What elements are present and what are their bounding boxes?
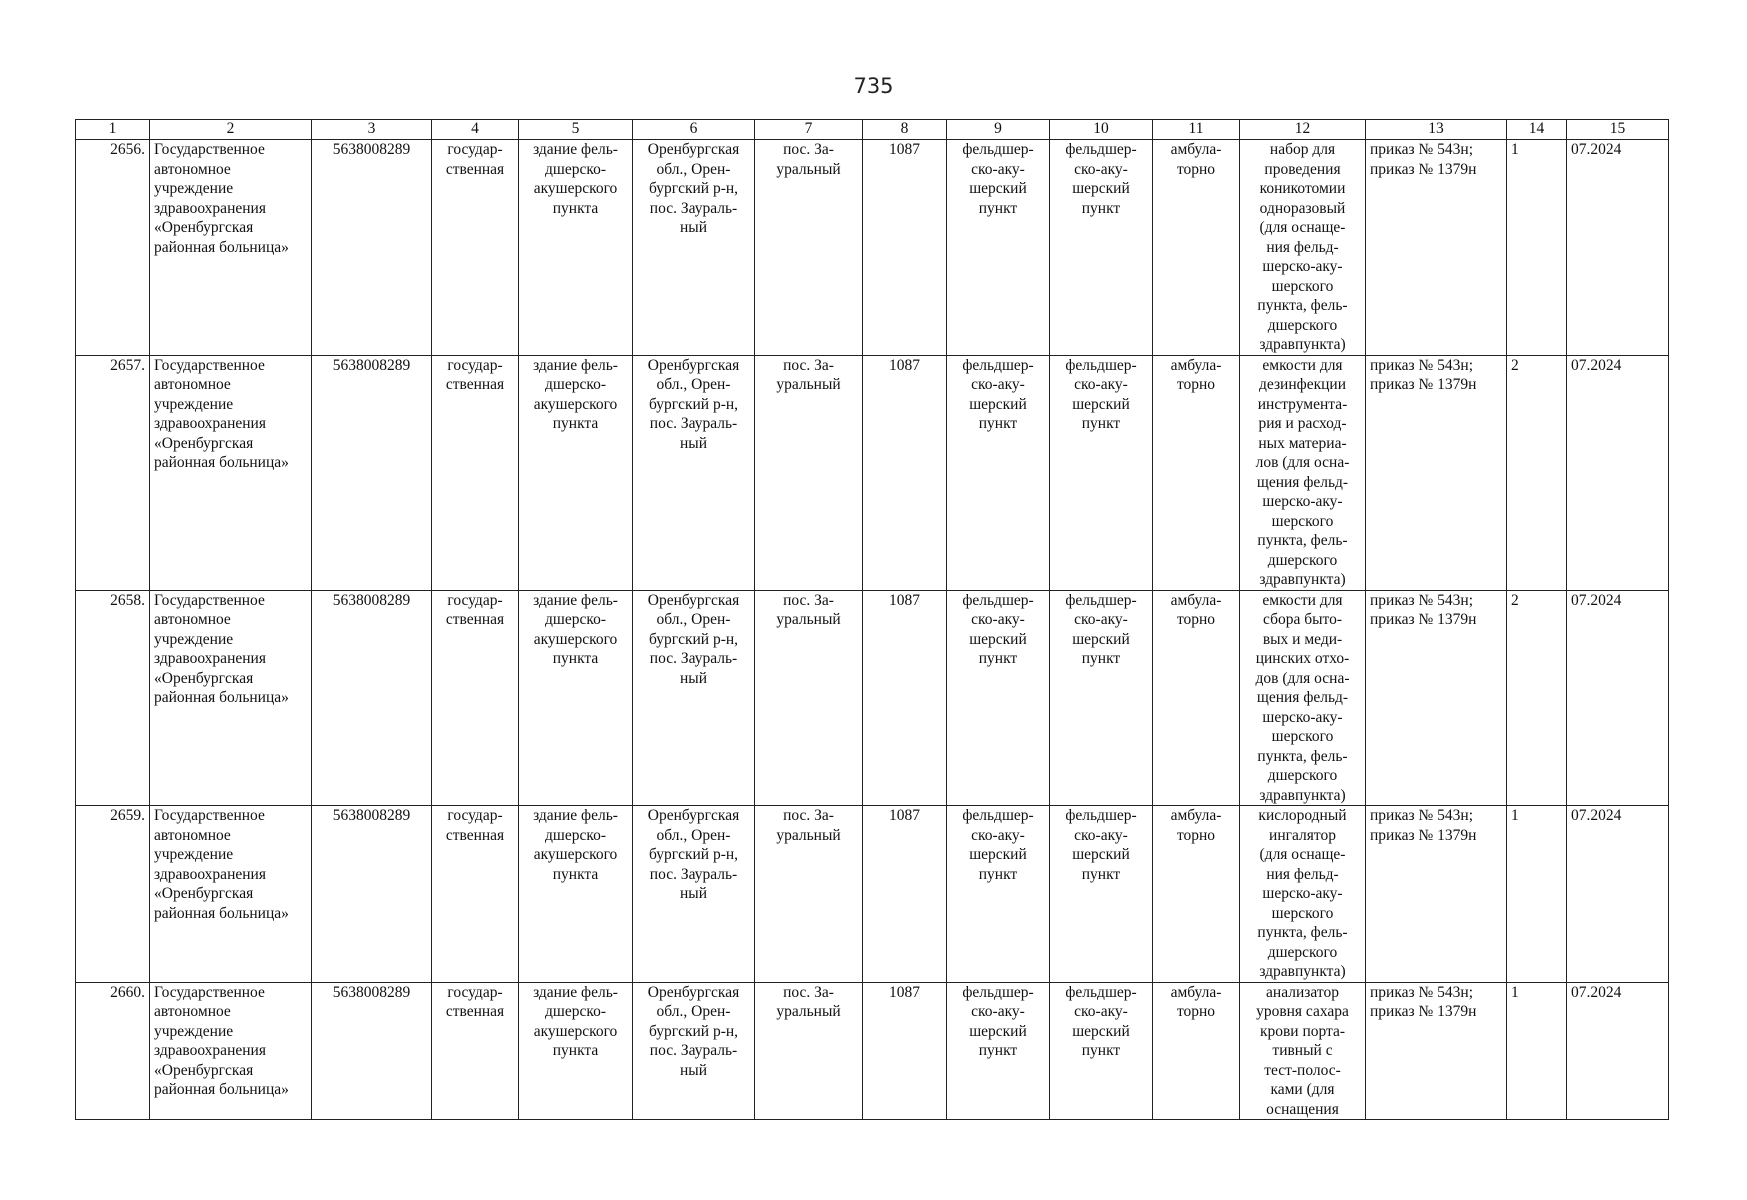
column-number: 6: [633, 120, 755, 140]
organization-name: Государственное автономное учреждение здравоохранения «Оренбургская районная больница»: [150, 590, 312, 806]
unit-type: фельдшер- ско-аку- шерский пункт: [1050, 355, 1153, 590]
quantity: 1: [1507, 982, 1567, 1120]
registry-table: [75, 119, 1669, 1120]
address: Оренбургская обл., Орен- бургский р-н, пос. Заураль- ный: [633, 806, 755, 983]
locality: пос. За- уральный: [755, 355, 863, 590]
ownership-form: государ- ственная: [432, 590, 519, 806]
locality: пос. За- уральный: [755, 806, 863, 983]
inn: 5638008289: [312, 590, 432, 806]
table-row: [76, 140, 1669, 356]
ownership-form: государ- ственная: [432, 982, 519, 1120]
inn: 5638008289: [312, 982, 432, 1120]
column-number: 15: [1567, 120, 1669, 140]
equipment: емкости для дезинфекции инструмента- рия и расход- ных материа- лов (для осна- щения фельд- шерско-аку- шерского пункта, фель- дшерского здравпункта): [1240, 355, 1366, 590]
organization-name: Государственное автономное учреждение здравоохранения «Оренбургская районная больница»: [150, 982, 312, 1120]
inn: 5638008289: [312, 355, 432, 590]
unit-type: фельдшер- ско-аку- шерский пункт: [1050, 590, 1153, 806]
equipment: анализатор уровня сахара крови порта- тивный с тест-полос- ками (для оснащения: [1240, 982, 1366, 1120]
code: 1087: [863, 140, 947, 356]
order-reference: приказ № 543н; приказ № 1379н: [1366, 982, 1507, 1120]
locality: пос. За- уральный: [755, 140, 863, 356]
column-number: 7: [755, 120, 863, 140]
column-number: 8: [863, 120, 947, 140]
organization-name: Государственное автономное учреждение здравоохранения «Оренбургская районная больница»: [150, 806, 312, 983]
inn: 5638008289: [312, 806, 432, 983]
table-row: [76, 806, 1669, 983]
care-form: амбула- торно: [1153, 355, 1240, 590]
quantity: 2: [1507, 590, 1567, 806]
column-number: 13: [1366, 120, 1507, 140]
column-number: 9: [947, 120, 1050, 140]
date: 07.2024: [1567, 355, 1669, 590]
order-reference: приказ № 543н; приказ № 1379н: [1366, 355, 1507, 590]
code: 1087: [863, 355, 947, 590]
care-form: амбула- торно: [1153, 806, 1240, 983]
unit-type: фельдшер- ско-аку- шерский пункт: [1050, 982, 1153, 1120]
order-reference: приказ № 543н; приказ № 1379н: [1366, 140, 1507, 356]
address: Оренбургская обл., Орен- бургский р-н, пос. Заураль- ный: [633, 355, 755, 590]
building: здание фель- дшерско- акушерского пункта: [519, 355, 633, 590]
column-number: 3: [312, 120, 432, 140]
quantity: 2: [1507, 355, 1567, 590]
row-number: 2660.: [76, 982, 150, 1120]
column-number: 10: [1050, 120, 1153, 140]
facility-type: фельдшер- ско-аку- шерский пункт: [947, 140, 1050, 356]
date: 07.2024: [1567, 140, 1669, 356]
code: 1087: [863, 806, 947, 983]
order-reference: приказ № 543н; приказ № 1379н: [1366, 806, 1507, 983]
facility-type: фельдшер- ско-аку- шерский пункт: [947, 982, 1050, 1120]
table-row: [76, 355, 1669, 590]
ownership-form: государ- ственная: [432, 806, 519, 983]
unit-type: фельдшер- ско-аку- шерский пункт: [1050, 140, 1153, 356]
code: 1087: [863, 982, 947, 1120]
building: здание фель- дшерско- акушерского пункта: [519, 140, 633, 356]
locality: пос. За- уральный: [755, 982, 863, 1120]
page-number: 735: [853, 74, 894, 98]
equipment: набор для проведения коникотомии одноразовый (для оснаще- ния фельд- шерско-аку- шерского пункта, фель- дшерского здравпункта): [1240, 140, 1366, 356]
organization-name: Государственное автономное учреждение здравоохранения «Оренбургская районная больница»: [150, 355, 312, 590]
building: здание фель- дшерско- акушерского пункта: [519, 982, 633, 1120]
row-number: 2656.: [76, 140, 150, 356]
quantity: 1: [1507, 140, 1567, 356]
address: Оренбургская обл., Орен- бургский р-н, пос. Заураль- ный: [633, 590, 755, 806]
care-form: амбула- торно: [1153, 982, 1240, 1120]
table-row: [76, 590, 1669, 806]
row-number: 2657.: [76, 355, 150, 590]
equipment: кислородный ингалятор (для оснаще- ния фельд- шерско-аку- шерского пункта, фель- дшерского здравпункта): [1240, 806, 1366, 983]
address: Оренбургская обл., Орен- бургский р-н, пос. Заураль- ный: [633, 982, 755, 1120]
row-number: 2659.: [76, 806, 150, 983]
row-number: 2658.: [76, 590, 150, 806]
care-form: амбула- торно: [1153, 140, 1240, 356]
column-number: 5: [519, 120, 633, 140]
date: 07.2024: [1567, 982, 1669, 1120]
ownership-form: государ- ственная: [432, 355, 519, 590]
quantity: 1: [1507, 806, 1567, 983]
date: 07.2024: [1567, 806, 1669, 983]
column-number: 2: [150, 120, 312, 140]
unit-type: фельдшер- ско-аку- шерский пункт: [1050, 806, 1153, 983]
column-number: 11: [1153, 120, 1240, 140]
building: здание фель- дшерско- акушерского пункта: [519, 590, 633, 806]
date: 07.2024: [1567, 590, 1669, 806]
address: Оренбургская обл., Орен- бургский р-н, пос. Заураль- ный: [633, 140, 755, 356]
equipment: емкости для сбора быто- вых и меди- цинских отхо- дов (для осна- щения фельд- шерско-аку- шерского пункта, фель- дшерского здравпункта): [1240, 590, 1366, 806]
facility-type: фельдшер- ско-аку- шерский пункт: [947, 806, 1050, 983]
column-number: 12: [1240, 120, 1366, 140]
locality: пос. За- уральный: [755, 590, 863, 806]
code: 1087: [863, 590, 947, 806]
column-number: 1: [76, 120, 150, 140]
column-number: 4: [432, 120, 519, 140]
organization-name: Государственное автономное учреждение здравоохранения «Оренбургская районная больница»: [150, 140, 312, 356]
column-number-row: [76, 120, 1669, 140]
building: здание фель- дшерско- акушерского пункта: [519, 806, 633, 983]
column-number: 14: [1507, 120, 1567, 140]
facility-type: фельдшер- ско-аку- шерский пункт: [947, 355, 1050, 590]
table-row: [76, 982, 1669, 1120]
inn: 5638008289: [312, 140, 432, 356]
order-reference: приказ № 543н; приказ № 1379н: [1366, 590, 1507, 806]
facility-type: фельдшер- ско-аку- шерский пункт: [947, 590, 1050, 806]
ownership-form: государ- ственная: [432, 140, 519, 356]
care-form: амбула- торно: [1153, 590, 1240, 806]
